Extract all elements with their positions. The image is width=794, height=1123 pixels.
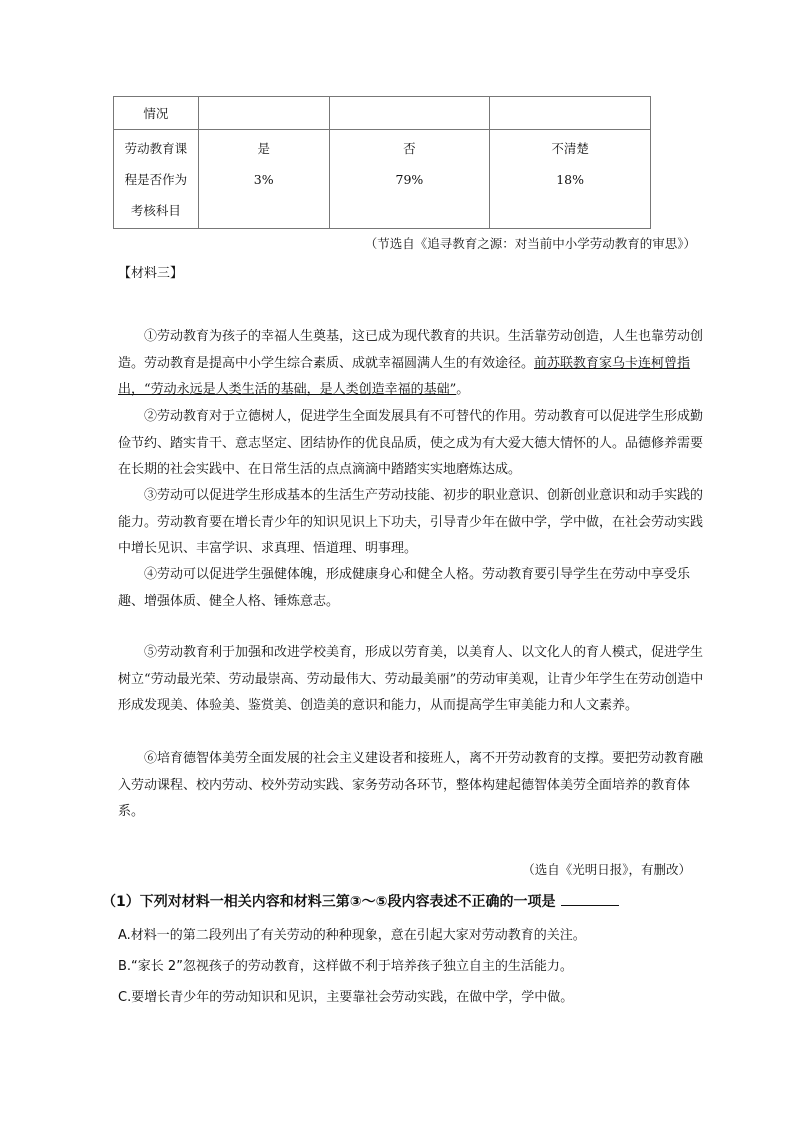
paragraph-1 (118, 324, 704, 404)
table-cell (114, 130, 199, 229)
no-value: 79% (395, 171, 424, 187)
paragraph-text: ③劳动可以促进学生形成基本的生活生产劳动技能、初步的职业意识、创新创业意识和动手实践的能力。劳动教育要在增长青少年的知识见识上下功夫，引导青少年在做中学，学中做，在社会劳动实践中增长见识、丰富学识、求真理、悟道理、明事理。 (118, 488, 704, 556)
paragraph-text: 。 (456, 382, 470, 397)
table-cell (198, 97, 329, 130)
survey-table (113, 96, 651, 229)
source-citation: （节选自《追寻教育之源：对当前中小学劳动教育的审思》） (364, 236, 696, 251)
paragraph-2 (118, 404, 704, 484)
paragraph-text: ①劳动教育为孩子的幸福人生奠基，这已成为现代教育的共识。生活靠劳动创造，人生也靠劳动创造。劳动教育是提高中小学生综合素质、成就幸福圆满人生的有效途径。 (118, 329, 704, 371)
material-heading: 【材料三】 (118, 266, 184, 281)
paragraph-3 (118, 483, 704, 563)
paragraph-6 (118, 746, 704, 826)
row-label-line: 劳动教育课 (124, 140, 188, 156)
option-a[interactable]: A.材料一的第二段列出了有关劳动的种种现象，意在引起大家对劳动教育的关注。 (118, 928, 586, 943)
table-cell-no (329, 130, 490, 229)
table-row (114, 97, 651, 130)
table-cell-unsure (490, 130, 651, 229)
answer-blank[interactable] (561, 890, 619, 906)
table-cell-yes (198, 130, 329, 229)
question-text: （1）下列对材料一相关内容和材料三第③～⑤段内容表述不正确的一项是 (102, 894, 556, 910)
row-label-line: 程是否作为 (124, 171, 188, 187)
row-label: 情况 (143, 105, 169, 121)
table-cell (114, 97, 199, 130)
yes-value: 3% (253, 171, 274, 187)
option-b[interactable]: B.“家长 2”忽视孩子的劳动教育，这样做不利于培养孩子独立自主的生活能力。 (118, 959, 573, 974)
underlined-quote: 前苏联教育家乌卡连柯曾指出，“劳动永远是人类生活的基础，是人类创造幸福的基础” (118, 355, 691, 397)
paragraph-text: ⑤劳动教育利于加强和改进学校美育，形成以劳育美，以美育人、以文化人的育人模式，促进学生树立“劳动最光荣、劳动最崇高、劳动最伟大、劳动最美丽”的劳动审美观，让青少年学生在劳动创造中形成发现美、体验美、鉴赏美、创造美的意识和能力，从而提高学生审美能力和人文素养。 (118, 645, 704, 713)
no-label: 否 (403, 140, 416, 156)
unsure-value: 18% (556, 171, 585, 187)
paragraph-4 (118, 562, 704, 615)
paragraph-text: ⑥培育德智体美劳全面发展的社会主义建设者和接班人，离不开劳动教育的支撑。要把劳动教育融入劳动课程、校内劳动、校外劳动实践、家务劳动各环节，整体构建起德智体美劳全面培养的教育体系。 (118, 751, 704, 819)
option-c[interactable]: C.要增长青少年的劳动知识和见识，主要靠社会劳动实践，在做中学，学中做。 (118, 990, 574, 1005)
source-citation: （选自《光明日报》，有删改） (522, 862, 691, 877)
question-stem (102, 890, 619, 911)
row-label-line: 考核科目 (130, 202, 181, 218)
table-cell (490, 97, 651, 130)
paragraph-text: ④劳动可以促进学生强健体魄，形成健康身心和健全人格。劳动教育要引导学生在劳动中享受乐趣、增强体质、健全人格、锤炼意志。 (118, 567, 691, 609)
unsure-label: 不清楚 (551, 140, 589, 156)
yes-label: 是 (257, 140, 270, 156)
paragraph-5 (118, 640, 704, 720)
table-row (114, 130, 651, 229)
table-cell (329, 97, 490, 130)
paragraph-text: ②劳动教育对于立德树人，促进学生全面发展具有不可替代的作用。劳动教育可以促进学生形成勤俭节约、踏实肯干、意志坚定、团结协作的优良品质，使之成为有大爱大德大情怀的人。品德修养需要在长期的社会实践中、在日常生活的点点滴滴中踏踏实实地磨炼达成。 (118, 409, 704, 477)
